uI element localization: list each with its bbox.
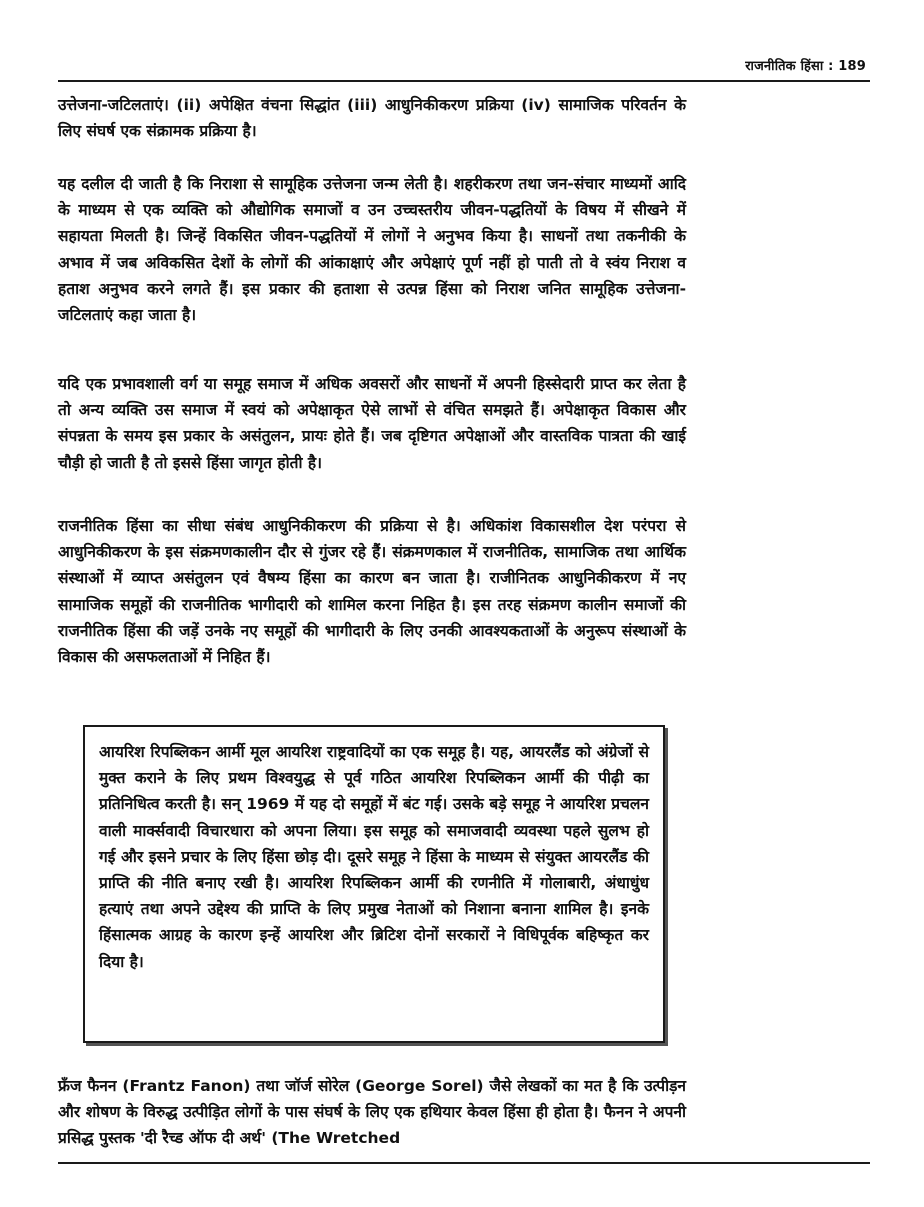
paragraph-4: राजनीतिक हिंसा का सीधा संबंध आधुनिकीकरण की प्रक्रिया से है। अधिकांश विकासशील देश परंपरा से आधुनिकीकरण के इस संक्रमणकालीन दौर से गुंजर रहे हैं। संक्रमणकाल में राजनीतिक, सामाजिक तथा आर्थिक संस्थाओं में व्याप्त असंतुलन एवं वैषम्य हिंसा का कारण बन जाता है। राजीनितक आधुनिकीकरण में नए सामाजिक समूहों की राजनीतिक भागीदारी को शामिल करना निहित है। इस तरह संक्रमण कालीन समाजों की राजनीतिक हिंसा की जड़ें उनके नए समूहों की भागीदारी के लिए उनकी आवश्यकताओं के अनुरूप संस्थाओं के विकास की असफलताओं में निहित हैं। <box>58 517 686 667</box>
paragraph-2: यह दलील दी जाती है कि निराशा से सामूहिक उत्तेजना जन्म लेती है। शहरीकरण तथा जन-संचार माध्यमों आदि के माध्यम से एक व्यक्ति को औद्योगिक समाजों व उन उच्चस्तरीय जीवन-पद्धतियों के विषय में सीखने में सहायता मिलती है। जिन्हें विकसित जीवन-पद्धतियों में लोगों ने अनुभव किया है। साधनों तथा तकनीकी के अभाव में जब अविकसित देशों के लोगों की आंकाक्षाएं और अपेक्षाएं पूर्ण नहीं हो पाती तो वे स्वंय निराश व हताश अनुभव करने लगते हैं। इस प्रकार की हताशा से उत्पन्न हिंसा को निराश जनित सामूहिक उत्तेजना-जटिलताएं कहा जाता है। <box>58 175 686 325</box>
footer-rule <box>58 1162 870 1164</box>
info-box-text: आयरिश रिपब्लिकन आर्मी मूल आयरिश राष्ट्रवादियों का एक समूह है। यह, आयरलैंड को अंग्रेजों से मुक्त कराने के लिए प्रथम विश्वयुद्ध से पूर्व गठित आयरिश रिपब्लिकन आर्मी की पीढ़ी का प्रतिनिधित्व करती है। सन् 1969 में यह दो समूहों में बंट गई। उसके बड़े समूह ने आयरिश प्रचलन वाली मार्क्सवादी विचारधारा को अपना लिया। इस समूह को समाजवादी व्यवस्था पहले सुलभ हो गई और इसने प्रचार के लिए हिंसा छोड़ दी। दूसरे समूह ने हिंसा के माध्यम से संयुक्त आयरलैंड की प्राप्ति की नीति बनाए रखी है। आयरिश रिपब्लिकन आर्मी की रणनीति में गोलाबारी, अंधाधुंध हत्याएं तथा अपने उद्देश्य की प्राप्ति के लिए प्रमुख नेताओं को निशाना बनाना शामिल है। इनके हिंसात्मक आग्रह के कारण इन्हें आयरिश और ब्रिटिश दोनों सरकारों ने विधिपूर्वक बहिष्कृत कर दिया है। <box>99 743 649 971</box>
paragraph-1: उत्तेजना-जटिलताएं। (ii) अपेक्षित वंचना सिद्धांत (iii) आधुनिकीकरण प्रक्रिया (iv) सामाजिक परिवर्तन के लिए संघर्ष एक संक्रामक प्रक्रिया है। <box>58 96 686 141</box>
header-rule <box>58 80 870 82</box>
paragraph-3: यदि एक प्रभावशाली वर्ग या समूह समाज में अधिक अवसरों और साधनों में अपनी हिस्सेदारी प्राप्त कर लेता है तो अन्य व्यक्ति उस समाज में स्वयं को अपेक्षाकृत ऐसे लाभों से वंचित समझते हैं। अपेक्षाकृत विकास और संपन्नता के समय इस प्रकार के असंतुलन, प्रायः होते हैं। जब दृष्टिगत अपेक्षाओं और वास्तविक पात्रता की खाई चौड़ी हो जाती है तो इससे हिंसा जागृत होती है। <box>58 375 686 472</box>
info-box <box>83 725 665 1043</box>
paragraph-5: फ्रँज फैनन (Frantz Fanon) तथा जॉर्ज सोरेल (George Sorel) जैसे लेखकों का मत है कि उत्पीड़न और शोषण के विरुद्ध उत्पीड़ित लोगों के पास संघर्ष के लिए एक हथियार केवल हिंसा ही होता है। फैनन ने अपनी प्रसिद्ध पुस्तक 'दी रैच्ड ऑफ दी अर्थ' (The Wretched <box>58 1077 686 1148</box>
running-header: राजनीतिक हिंसा : 189 <box>745 59 866 74</box>
